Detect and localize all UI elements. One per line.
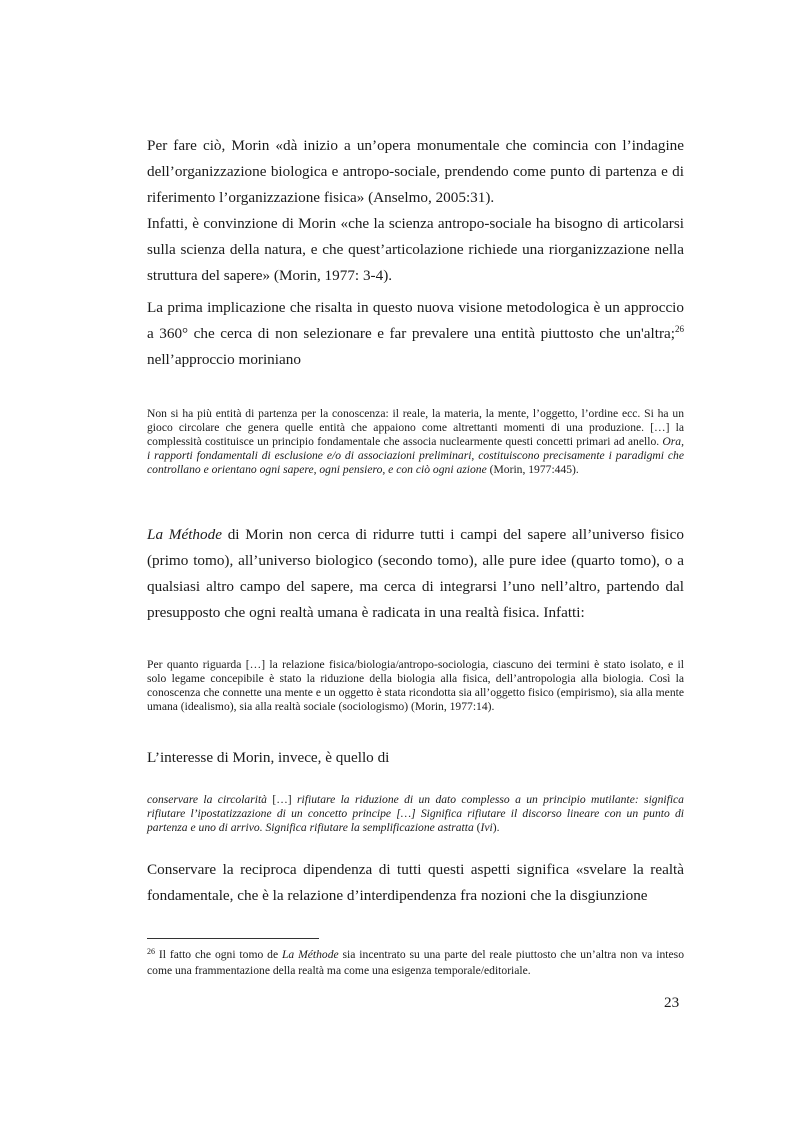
block-quote-3: conservare la circolarità […] rifiutare la riduzione di un dato complesso a un principio mutilante: significa rifiutare l’ipostatizzazione di un concetto principe […] Significa rifiutare il discorso lineare con un punto di partenza e uno di arrivo. Significa rifiutare la semplificazione astratta (Ivi). bbox=[147, 793, 684, 835]
page-number: 23 bbox=[664, 994, 680, 1011]
footnote-reference[interactable]: 26 bbox=[675, 324, 684, 334]
block-quote-1: Non si ha più entità di partenza per la conoscenza: il reale, la materia, la mente, l’oggetto, l’ordine ecc. Si ha un gioco circolare che genera quelle entità che appaiono come altrettanti momenti di una produzione. […] la complessità costituisce un principio fondamentale che associa nuclearmente questi concetti primari ad anello. Ora, i rapporti fondamentali di esclusione e/o di associazioni preliminari, costituiscono precisamente i paradigmi che controllano e orientano ogni sapere, ogni pensiero, e con ciò ogni azione (Morin, 1977:445). bbox=[147, 407, 684, 477]
paragraph-6: Conservare la reciproca dipendenza di tutti questi aspetti significa «svelare la realtà fondamentale, che è la relazione d’interdipendenza fra nozioni che la disgiunzione bbox=[147, 861, 684, 904]
paragraph-2: Infatti, è convinzione di Morin «che la scienza antropo-sociale ha bisogno di articolarsi sulla scienza della natura, e che quest’articolazione richiede una riorganizzazione nella struttura del sapere» (Morin, 1977: 3-4). bbox=[147, 215, 684, 284]
footnote-separator bbox=[147, 938, 319, 939]
block-quote-2: Per quanto riguarda […] la relazione fisica/biologia/antropo-sociologia, ciascuno dei termini è stato isolato, e il solo legame concepibile è stato la riduzione della biologia alla fisica, dell’antropologia alla biologia. Così la conoscenza che connette una mente e un oggetto è stata ricondotta sia all’oggetto fisico (empirismo), sia alla mente umana (idealismo), sia alla realtà sociale (sociologismo) (Morin, 1977:14). bbox=[147, 658, 684, 714]
paragraph-5: L’interesse di Morin, invece, è quello di bbox=[147, 749, 390, 766]
footnote-number: 26 bbox=[147, 947, 155, 956]
paragraph-3: La prima implicazione che risalta in questo nuova visione metodologica è un approccio a 360° che cerca di non selezionare e far prevalere una entità piuttosto che un'altra;$^{26}$ nell’approccio moriniano bbox=[147, 299, 684, 368]
footnote-26: $^{26}$ Il fatto che ogni tomo de La Méthode sia incentrato su una parte del reale piuttosto che un’altra non va inteso come una frammentazione della realtà ma come una esigenza temporale/editoriale. bbox=[147, 947, 684, 977]
paragraph-1: Per fare ciò, Morin «dà inizio a un’opera monumentale che comincia con l’indagine dell’organizzazione biologica e antropo-sociale, prendendo come punto di partenza e di riferimento l’organizzazione fisica» (Anselmo, 2005:31). bbox=[147, 137, 684, 206]
paragraph-4: La Méthode di Morin non cerca di ridurre tutti i campi del sapere all’universo fisico (primo tomo), all’universo biologico (secondo tomo), alle pure idee (quarto tomo), o a qualsiasi altro campo del sapere, ma cerca di integrarsi l’uno nell’altro, partendo dal presupposto che ogni realtà umana è radicata in una realtà fisica. Infatti: bbox=[147, 526, 684, 621]
